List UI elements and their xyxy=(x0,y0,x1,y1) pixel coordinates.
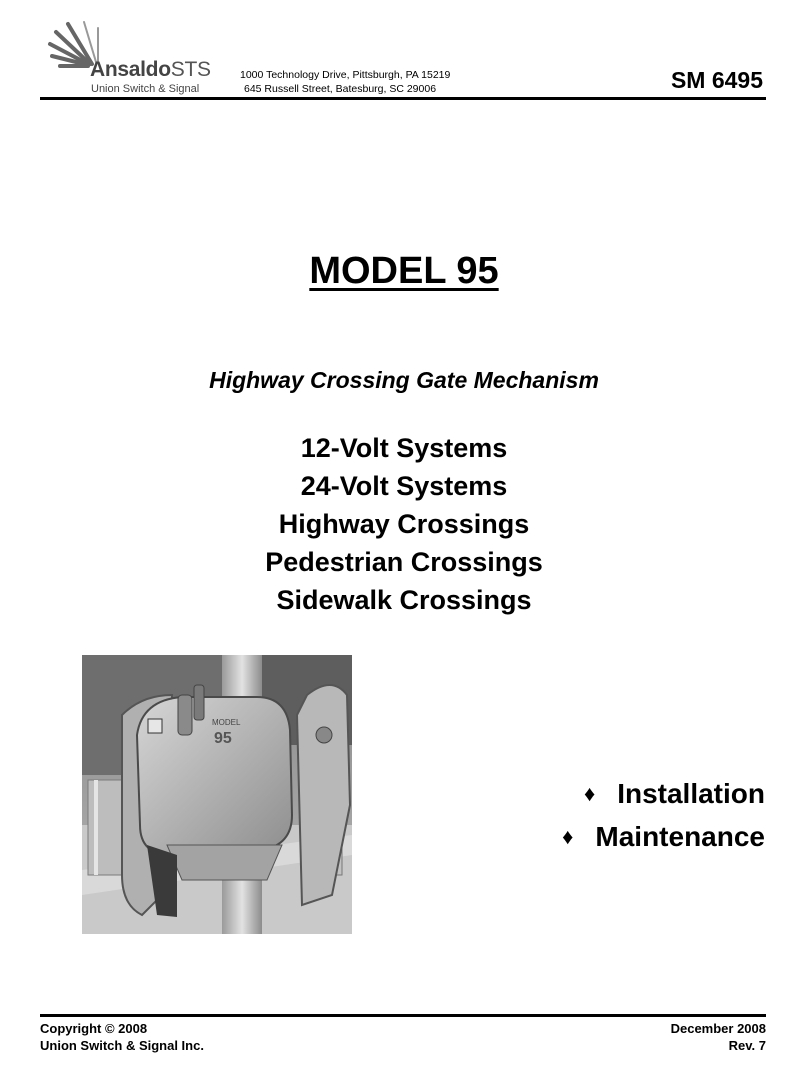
page-title: MODEL 95 xyxy=(309,250,499,292)
list-item: 12-Volt Systems xyxy=(300,433,508,463)
list-item: Sidewalk Crossings xyxy=(276,585,532,615)
gate-mechanism-image xyxy=(82,655,352,934)
page-subtitle: Highway Crossing Gate Mechanism xyxy=(209,367,599,393)
company-name: Union Switch & Signal Inc. xyxy=(40,1038,204,1053)
diamond-bullet-icon: ♦ xyxy=(562,824,574,849)
list-item: 24-Volt Systems xyxy=(300,471,508,501)
footer-divider xyxy=(40,1014,766,1017)
list-item: ♦ Maintenance xyxy=(562,821,765,852)
nameplate-model-label: MODEL xyxy=(212,718,241,727)
footer-right xyxy=(671,1020,766,1054)
list-item: ♦ Installation xyxy=(583,778,765,809)
gate-mechanism-photo xyxy=(82,655,352,934)
revision-number: Rev. 7 xyxy=(728,1038,766,1053)
header-divider xyxy=(40,97,766,100)
systems-list xyxy=(0,429,808,619)
bullet-list xyxy=(562,772,765,858)
diamond-bullet-icon: ♦ xyxy=(583,781,596,806)
footer-left xyxy=(40,1020,204,1054)
document-number: SM 6495 xyxy=(670,67,763,93)
address-line-1: 1000 Technology Drive, Pittsburgh, PA 15219 xyxy=(240,69,451,81)
publication-date: December 2008 xyxy=(670,1021,766,1036)
copyright-text: Copyright © 2008 xyxy=(40,1021,148,1036)
list-item: Pedestrian Crossings xyxy=(265,547,543,577)
nameplate-number: 95 xyxy=(214,730,232,747)
logo-wordmark: AnsaldoSTS xyxy=(90,58,211,81)
logo-tagline: Union Switch & Signal xyxy=(91,83,200,95)
address-line-2: 645 Russell Street, Batesburg, SC 29006 xyxy=(244,83,437,95)
list-item: Highway Crossings xyxy=(278,509,530,539)
